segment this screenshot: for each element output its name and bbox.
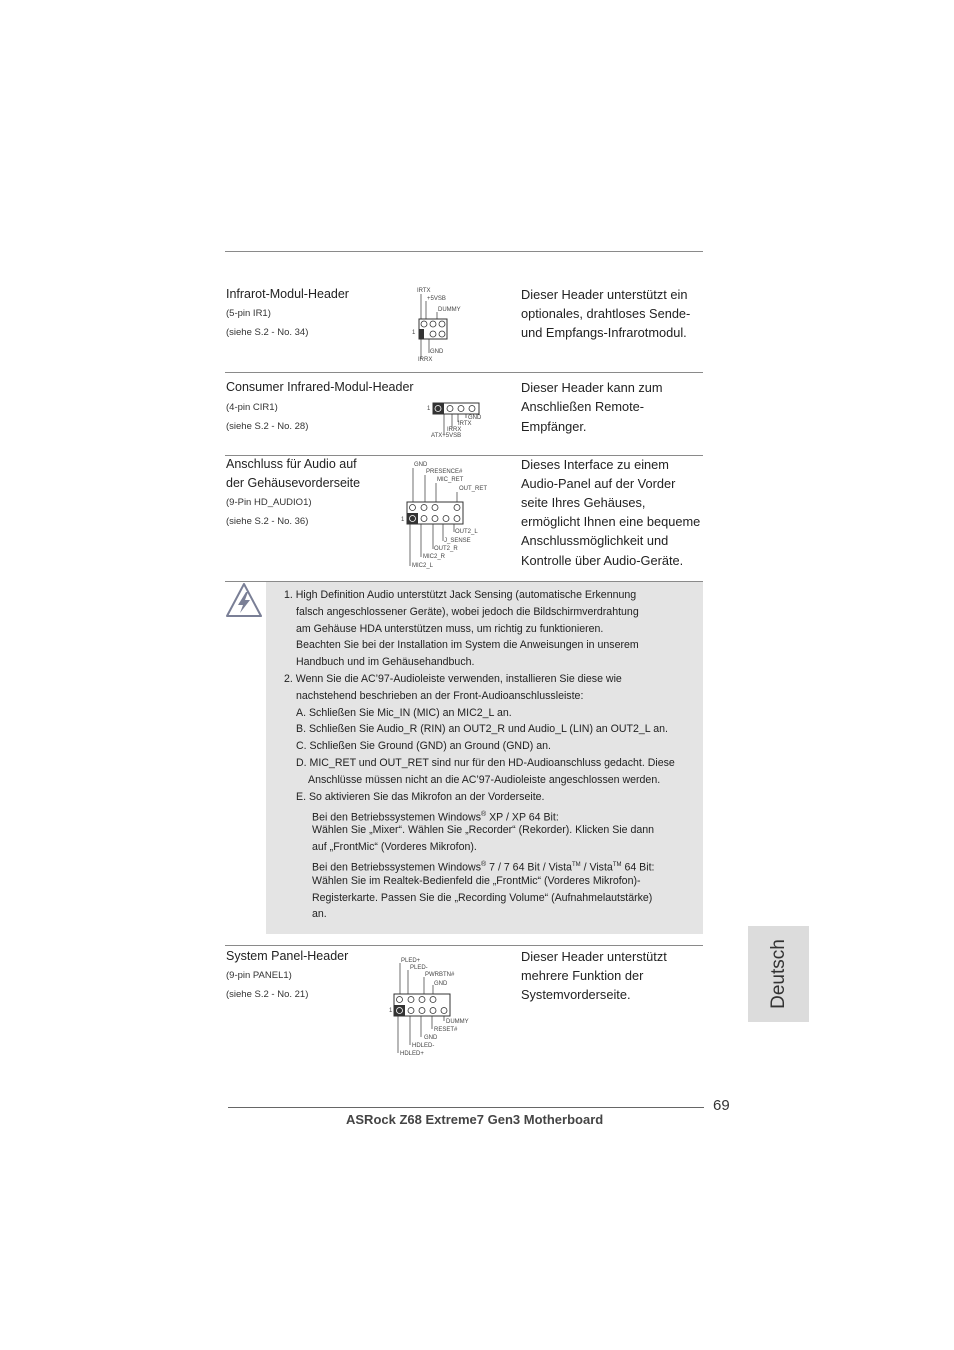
audio-desc-3: seite Ihres Gehäuses, bbox=[521, 495, 646, 510]
panel-pin-pledm: PLED- bbox=[410, 965, 428, 971]
footer-rule bbox=[228, 1107, 704, 1108]
cir-title: Consumer Infrared-Modul-Header bbox=[226, 380, 414, 394]
note-line-12: Anschlüsse müssen nicht an die AC’97-Audioleiste angeschlossen werden. bbox=[308, 774, 661, 786]
note-line-xp bbox=[312, 808, 559, 825]
top-rule bbox=[225, 251, 703, 252]
audio-title-1: Anschluss für Audio auf bbox=[226, 457, 357, 471]
audio-pin-jsense: J_SENSE bbox=[444, 538, 471, 544]
note-vista-sup3: TM bbox=[612, 862, 622, 868]
ir-desc-1: Dieser Header unterstützt ein bbox=[521, 287, 688, 302]
note-vista-b: 7 / 7 64 Bit / Vista bbox=[486, 861, 572, 874]
panel-desc-3: Systemvorderseite. bbox=[521, 987, 631, 1002]
note-line-2: falsch angeschlossener Geräte), wobei jedoch die Bildschirmverdrahtung bbox=[296, 606, 639, 618]
ir-desc-2: optionales, drahtloses Sende- bbox=[521, 306, 691, 321]
cir-desc-1: Dieser Header kann zum bbox=[521, 380, 663, 395]
audio-pin-out2r: OUT2_R bbox=[434, 546, 458, 552]
language-tab bbox=[748, 926, 809, 1022]
ir-title: Infrarot-Modul-Header bbox=[226, 287, 349, 301]
ir-pin-irtx: IRTX bbox=[417, 288, 431, 294]
cir-desc-3: Empfänger. bbox=[521, 419, 587, 434]
note-line-vista bbox=[312, 858, 654, 875]
note-line-15: auf „FrontMic“ (Vorderes Mikrofon). bbox=[312, 841, 477, 853]
note-xp-a: Bei den Betriebssystemen Windows bbox=[312, 811, 481, 824]
note-line-11: D. MIC_RET und OUT_RET sind nur für den HD-Audioanschluss gedacht. Diese bbox=[296, 757, 675, 769]
audio-pin-presence: PRESENCE# bbox=[426, 469, 463, 475]
panel-pin-dummy: DUMMY bbox=[446, 1019, 469, 1025]
note-line-14: Wählen Sie „Mixer“. Wählen Sie „Recorder“ (Rekorder). Klicken Sie dann bbox=[312, 824, 655, 836]
audio-desc-5: Anschlussmöglichkeit und bbox=[521, 533, 669, 548]
ir-header-diagram bbox=[410, 286, 480, 366]
cir-pin-gnd: GND bbox=[468, 415, 482, 421]
note-line-9: B. Schließen Sie Audio_R (RIN) an OUT2_R und Audio_L (LIN) an OUT2_L an. bbox=[296, 723, 668, 735]
ir-pin-5vsb: +5VSB bbox=[427, 296, 446, 302]
rule-ir bbox=[225, 372, 703, 373]
ir-pin-one: 1 bbox=[412, 330, 416, 336]
panel-pin-one: 1 bbox=[389, 1008, 393, 1014]
note-xp-b: XP / XP 64 Bit: bbox=[486, 811, 559, 824]
audio-pin-mic2l: MIC2_L bbox=[412, 563, 434, 569]
ir-pin-gnd: GND bbox=[430, 349, 444, 355]
cir-pin-irtx: IRTX bbox=[458, 421, 472, 427]
note-line-4: Beachten Sie bei der Installation im System die Anweisungen in unserem bbox=[296, 639, 639, 651]
ir-pin: (5-pin IR1) bbox=[226, 308, 271, 319]
panel-ref: (siehe S.2 - No. 21) bbox=[226, 989, 309, 1000]
panel-header-diagram bbox=[388, 953, 478, 1061]
audio-pin-one: 1 bbox=[401, 517, 405, 523]
note-vista-sup2: TM bbox=[571, 862, 581, 868]
note-line-17: Registerkarte. Passen Sie die „Recording Volume“ (Aufnahmelautstärke) bbox=[312, 892, 653, 904]
panel-desc-2: mehrere Funktion der bbox=[521, 968, 644, 983]
note-xp-sup: ® bbox=[481, 811, 487, 818]
panel-pin-hdp: HDLED+ bbox=[400, 1051, 424, 1057]
note-line-1: 1. High Definition Audio unterstützt Jack Sensing (automatische Erkennung bbox=[284, 589, 637, 601]
note-line-7: nachstehend beschrieben an der Front-Audioanschlussleiste: bbox=[296, 690, 584, 702]
audio-desc-6: Kontrolle über Audio-Geräte. bbox=[521, 553, 684, 568]
note-line-18: an. bbox=[312, 908, 327, 920]
audio-desc-1: Dieses Interface zu einem bbox=[521, 457, 669, 472]
panel-pin-gnd: GND bbox=[434, 981, 448, 987]
audio-ref: (siehe S.2 - No. 36) bbox=[226, 516, 309, 527]
cir-header-diagram bbox=[425, 398, 495, 444]
warning-icon bbox=[224, 581, 264, 619]
note-line-10: C. Schließen Sie Ground (GND) an Ground (GND) an. bbox=[296, 740, 551, 752]
note-vista-c: / Vista bbox=[580, 861, 613, 874]
ir-pin-dummy: DUMMY bbox=[438, 307, 461, 313]
cir-ref: (siehe S.2 - No. 28) bbox=[226, 421, 309, 432]
rule-panel bbox=[225, 945, 703, 946]
language-tab-label: Deutsch bbox=[767, 939, 789, 1009]
audio-desc-2: Audio-Panel auf der Vorder bbox=[521, 476, 676, 491]
page-number: 69 bbox=[713, 1097, 730, 1114]
cir-pin-one: 1 bbox=[427, 406, 431, 412]
footer-title: ASRock Z68 Extreme7 Gen3 Motherboard bbox=[346, 1112, 604, 1127]
note-line-16: Wählen Sie im Realtek-Bedienfeld die „FrontMic“ (Vorderes Mikrofon)- bbox=[312, 875, 641, 887]
panel-pin: (9-pin PANEL1) bbox=[226, 970, 292, 981]
cir-pin-atx: ATX+5VSB bbox=[431, 433, 462, 439]
cir-pin-irrx: IRRX bbox=[447, 427, 462, 433]
audio-pin-micret: MIC_RET bbox=[437, 477, 464, 483]
note-vista-d: 64 Bit: bbox=[621, 861, 655, 874]
audio-pin-out2l: OUT2_L bbox=[455, 529, 478, 535]
panel-pin-hdm: HDLED- bbox=[412, 1043, 435, 1049]
panel-pin-gnd2: GND bbox=[424, 1035, 438, 1041]
panel-title: System Panel-Header bbox=[226, 949, 349, 963]
audio-pin-mic2r: MIC2_R bbox=[423, 554, 446, 560]
note-line-8: A. Schließen Sie Mic_IN (MIC) an MIC2_L an. bbox=[296, 707, 512, 719]
panel-pin-pwr: PWRBTN# bbox=[425, 972, 455, 978]
cir-pin: (4-pin CIR1) bbox=[226, 402, 278, 413]
audio-desc-4: ermöglicht Ihnen eine bequeme bbox=[521, 514, 701, 529]
panel-desc-1: Dieser Header unterstützt bbox=[521, 949, 667, 964]
audio-header-diagram bbox=[398, 460, 498, 575]
ir-pin-irrx: IRRX bbox=[418, 357, 433, 363]
note-vista-sup1: ® bbox=[481, 861, 487, 868]
audio-pin-gnd: GND bbox=[414, 462, 428, 468]
audio-pin-outret: OUT_RET bbox=[459, 486, 488, 492]
ir-ref: (siehe S.2 - No. 34) bbox=[226, 327, 309, 338]
panel-pin-reset: RESET# bbox=[434, 1027, 458, 1033]
panel-pin-pledp: PLED+ bbox=[401, 958, 421, 964]
ir-desc-3: und Empfangs-Infrarotmodul. bbox=[521, 325, 687, 340]
audio-title-2: der Gehäusevorderseite bbox=[226, 476, 361, 490]
note-line-3: am Gehäuse HDA unterstützen muss, um richtig zu funktionieren. bbox=[296, 623, 604, 635]
note-vista-a: Bei den Betriebssystemen Windows bbox=[312, 861, 481, 874]
note-line-6: 2. Wenn Sie die AC’97-Audioleiste verwenden, installieren Sie diese wie bbox=[284, 673, 622, 685]
cir-desc-2: Anschließen Remote- bbox=[521, 399, 645, 414]
note-line-5: Handbuch und im Gehäusehandbuch. bbox=[296, 656, 475, 668]
audio-pin: (9-Pin HD_AUDIO1) bbox=[226, 497, 312, 508]
note-line-13: E. So aktivieren Sie das Mikrofon an der Vorderseite. bbox=[296, 791, 545, 803]
